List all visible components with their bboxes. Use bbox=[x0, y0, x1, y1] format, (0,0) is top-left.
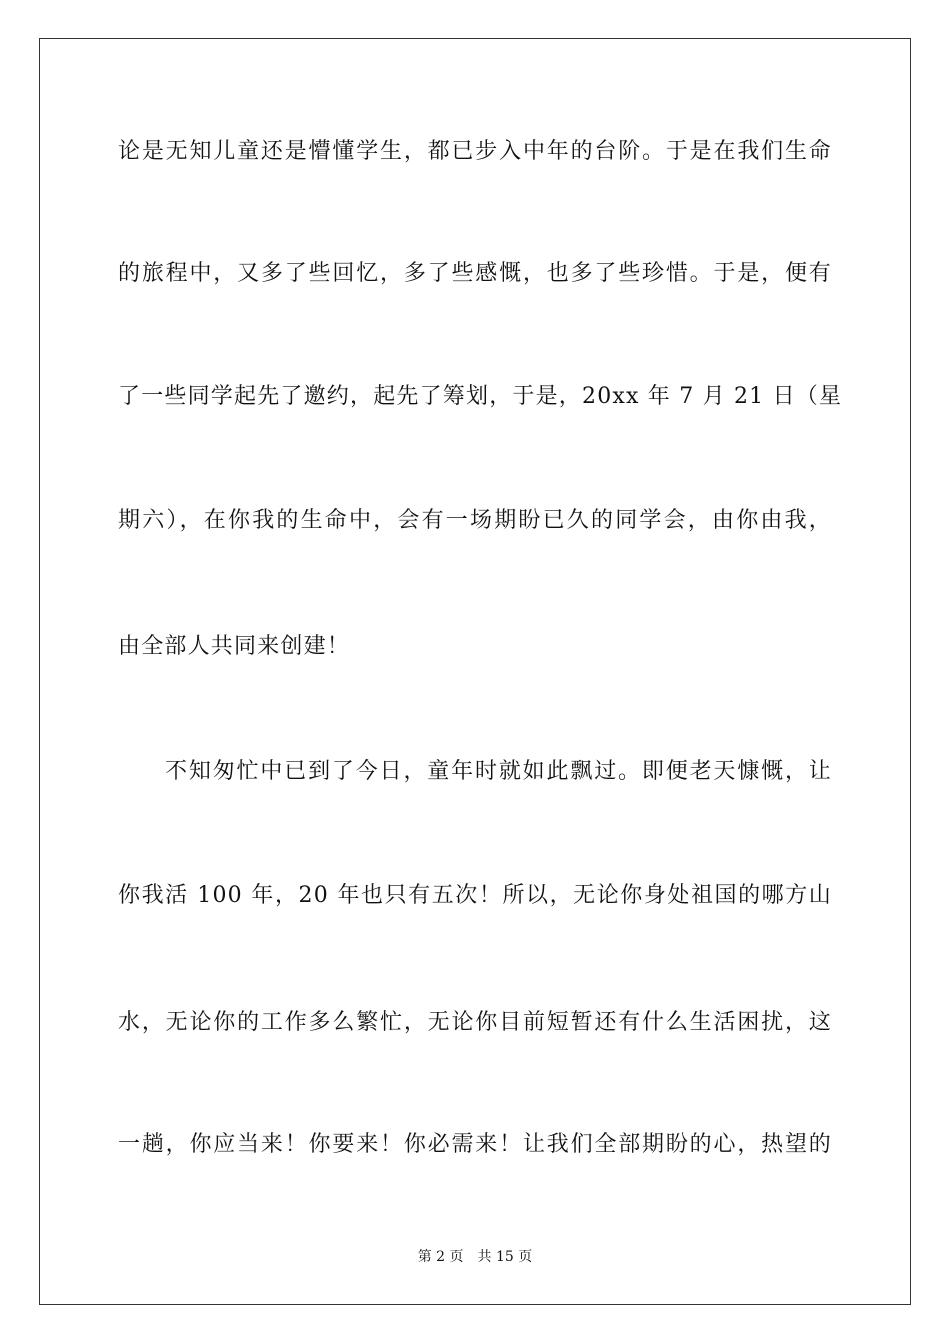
page-footer bbox=[0, 1248, 950, 1266]
text-line: 论是无知儿童还是懵懂学生，都已步入中年的台阶。于是在我们生命 bbox=[118, 139, 832, 164]
text-line: 你我活 100 年，20 年也只有五次！所以，无论你身处祖国的哪方山 bbox=[118, 883, 832, 908]
page-number: 第 2 页 bbox=[417, 1249, 464, 1265]
text-line: 的旅程中，又多了些回忆，多了些感慨，也多了些珍惜。于是，便有 bbox=[118, 261, 832, 286]
text-line: 了一些同学起先了邀约，起先了筹划，于是，20xx 年 7 月 21 日（星 bbox=[118, 384, 843, 409]
text-line: 期六），在你我的生命中，会有一场期盼已久的同学会，由你由我， bbox=[118, 508, 832, 533]
text-line: 由全部人共同来创建！ bbox=[118, 634, 351, 659]
text-line: 不知匆忙中已到了今日，童年时就如此飘过。即便老天慷慨，让 bbox=[165, 759, 832, 784]
text-line: 水，无论你的工作多么繁忙，无论你目前短暂还有什么生活困扰，这 bbox=[118, 1010, 832, 1035]
text-line: 一趟，你应当来！你要来！你必需来！让我们全部期盼的心，热望的 bbox=[118, 1132, 832, 1157]
page-border bbox=[39, 38, 911, 1305]
page-total: 共 15 页 bbox=[477, 1249, 533, 1265]
